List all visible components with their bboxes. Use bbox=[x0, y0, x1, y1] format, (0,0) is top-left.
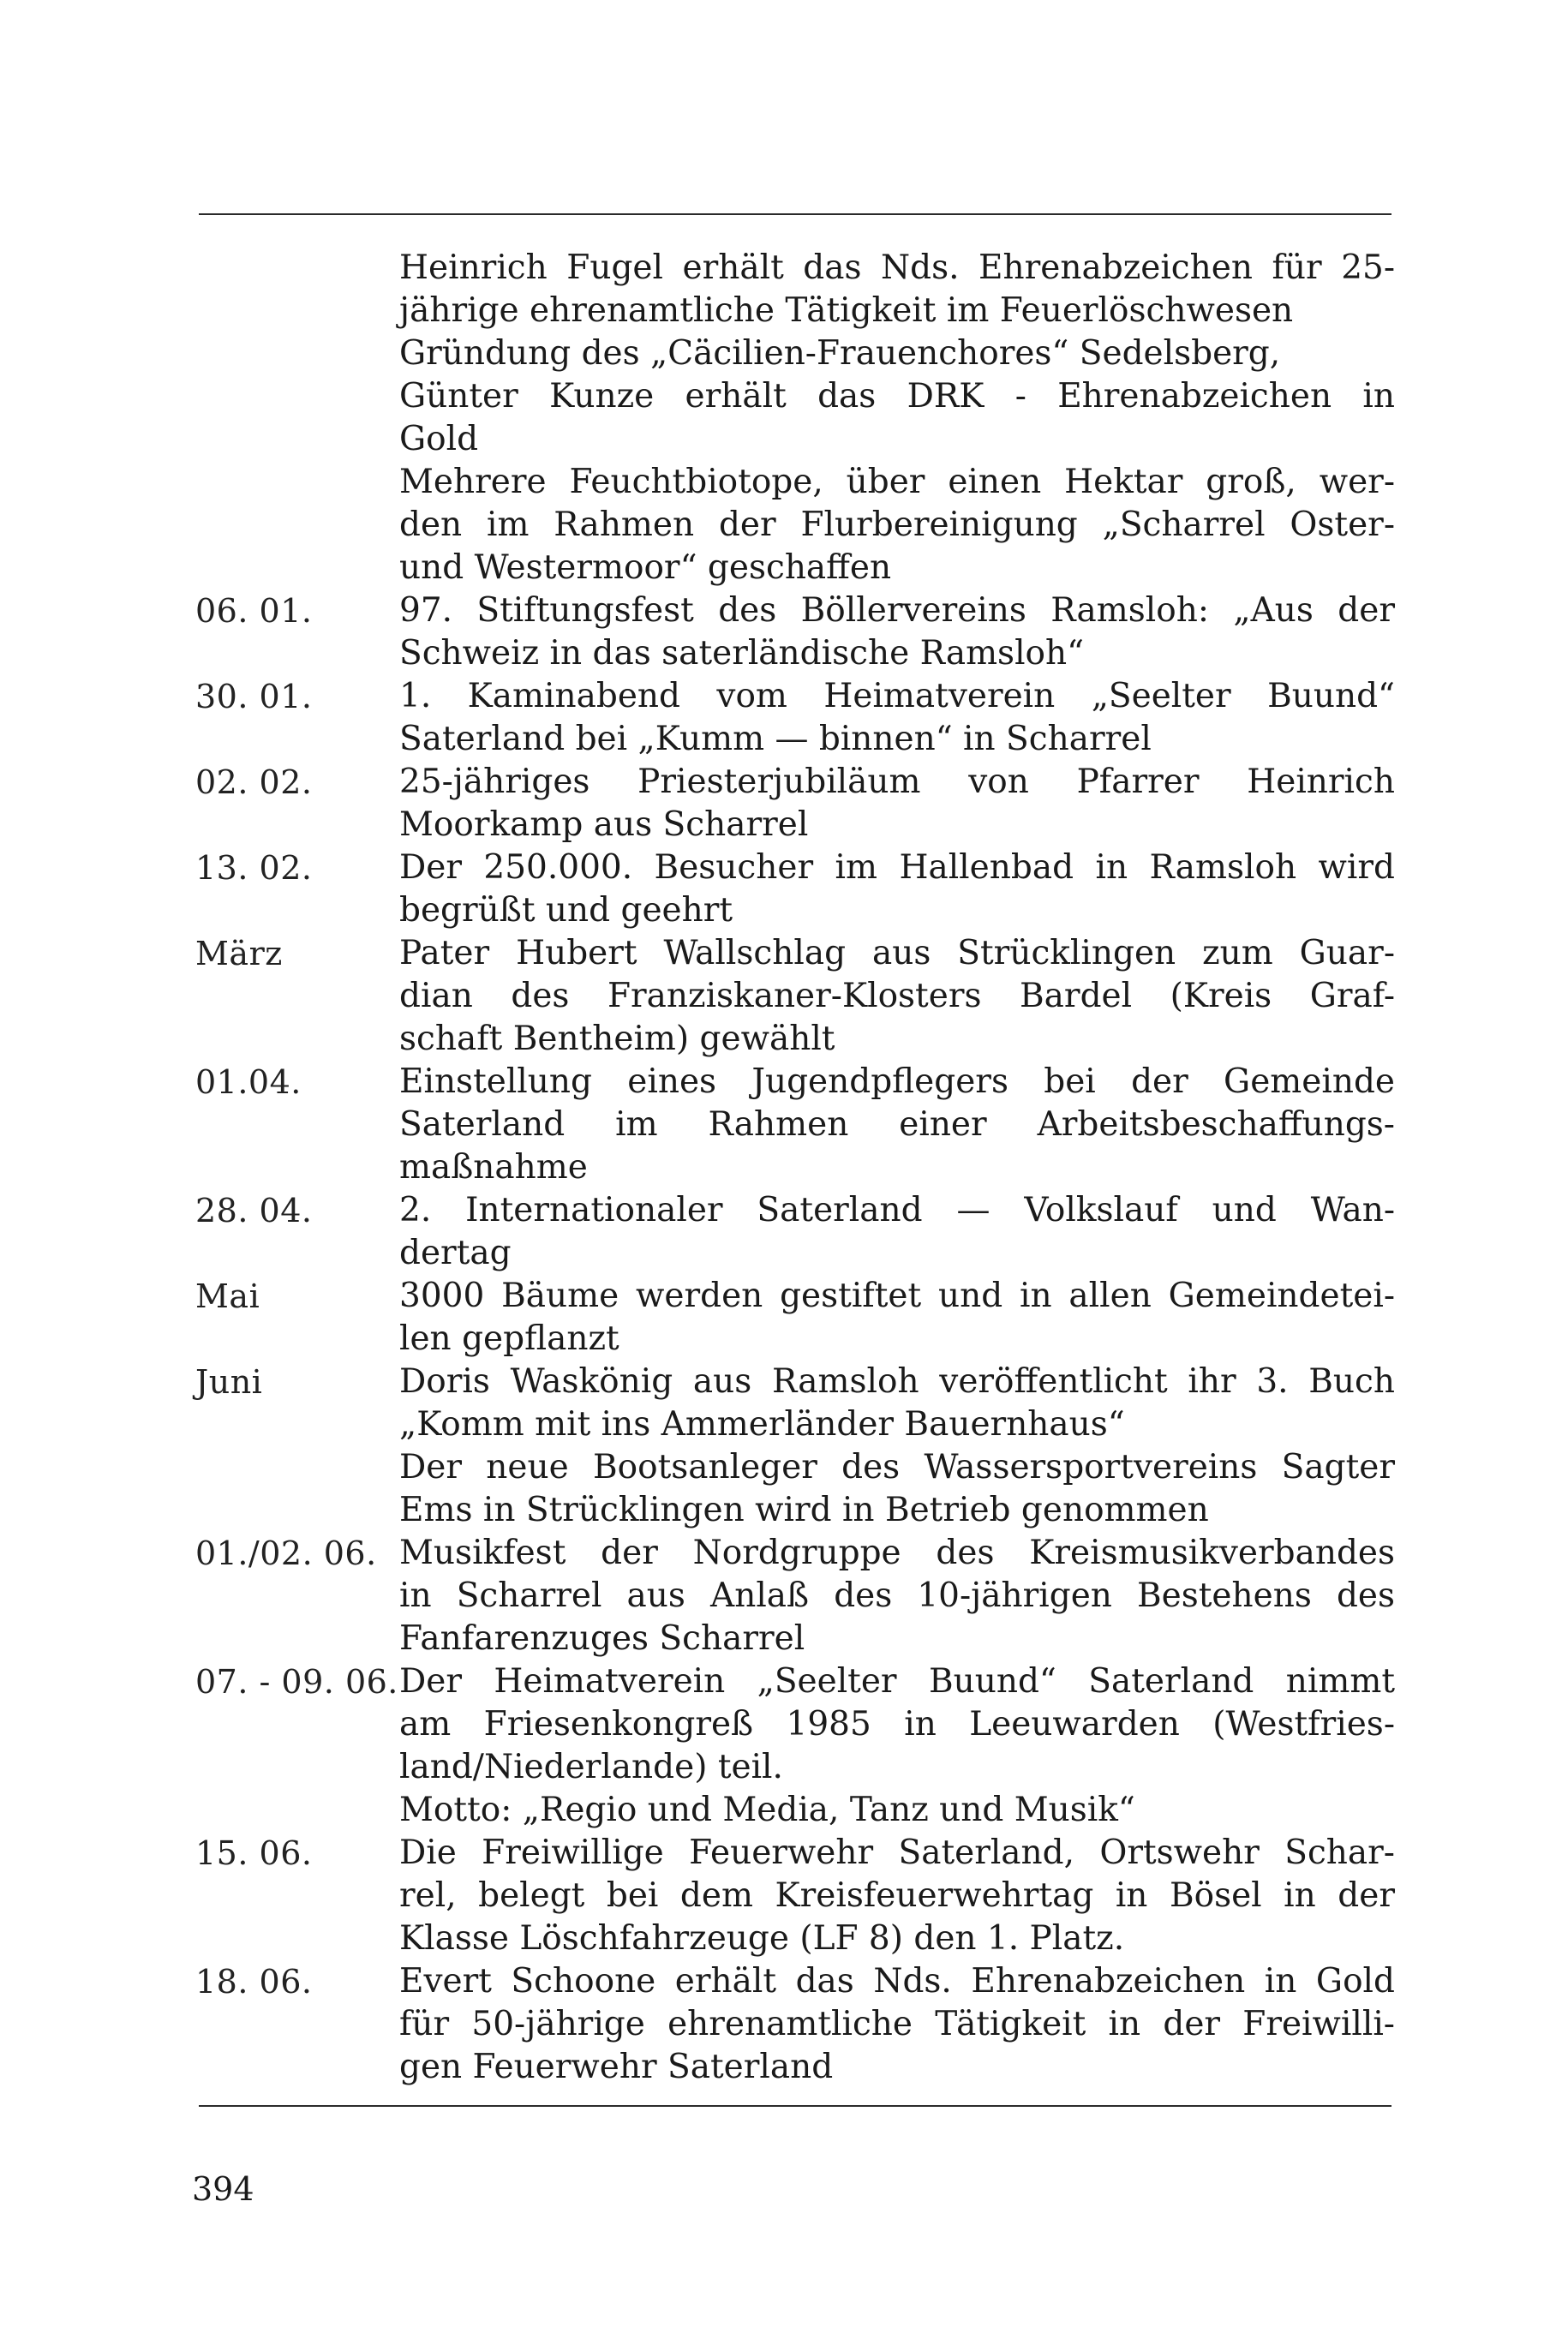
chronicle-entry bbox=[195, 1446, 1395, 1532]
entry-text-line: Saterland bei „Kumm — binnen“ in Scharrel bbox=[399, 720, 1152, 758]
entry-date: 01.04. bbox=[195, 1063, 302, 1101]
entry-text-line: Doris Waskönig aus Ramsloh veröffentlicht ihr 3. Buch bbox=[399, 1362, 1395, 1401]
entry-text-line: Saterland im Rahmen einer Arbeitsbeschaffungs- bbox=[399, 1105, 1395, 1144]
chronicle-entry bbox=[195, 589, 1395, 675]
chronicle-entry bbox=[195, 675, 1395, 761]
entry-text-line: Der Heimatverein „Seelter Buund“ Saterland nimmt bbox=[399, 1662, 1395, 1701]
entry-text-line: Einstellung eines Jugendpflegers bei der Gemeinde bbox=[399, 1062, 1395, 1101]
entry-date: Juni bbox=[195, 1363, 263, 1401]
entry-text-line: schaft Bentheim) gewählt bbox=[399, 1020, 835, 1058]
entry-text-line: Heinrich Fugel erhält das Nds. Ehrenabzeichen für 25- bbox=[399, 248, 1395, 287]
entry-text-line: 1. Kaminabend vom Heimatverein „Seelter Buund“ bbox=[399, 677, 1395, 715]
entry-date: 01./02. 06. bbox=[195, 1534, 377, 1572]
entry-date: 02. 02. bbox=[195, 763, 313, 801]
entry-text-line: Gold bbox=[399, 420, 479, 458]
chronicle-entry bbox=[195, 1660, 1395, 1789]
chronicle-entry bbox=[195, 1960, 1395, 2089]
entry-text-line: Die Freiwillige Feuerwehr Saterland, Ortswehr Schar- bbox=[399, 1833, 1395, 1872]
entry-text-line: am Friesenkongreß 1985 in Leeuwarden (Westfries- bbox=[399, 1705, 1395, 1744]
entry-text-line: gen Feuerwehr Saterland bbox=[399, 2048, 834, 2086]
entry-date: 18. 06. bbox=[195, 1963, 313, 2001]
entry-text-line: für 50-jährige ehrenamtliche Tätigkeit in der Freiwilli- bbox=[399, 2005, 1395, 2043]
top-rule bbox=[199, 213, 1391, 215]
entry-text-line: 25-jähriges Priesterjubiläum von Pfarrer Heinrich bbox=[399, 763, 1395, 801]
chronicle-entry bbox=[195, 932, 1395, 1061]
chronicle-entry bbox=[195, 761, 1395, 846]
entry-text-line: Ems in Strücklingen wird in Betrieb genommen bbox=[399, 1491, 1209, 1529]
entry-text-line: rel, belegt bei dem Kreisfeuerwehrtag in Bösel in der bbox=[399, 1876, 1395, 1915]
chronicle-entry bbox=[195, 1061, 1395, 1189]
chronicle-entry bbox=[195, 1361, 1395, 1446]
entry-text-line: len gepflanzt bbox=[399, 1319, 619, 1358]
entry-text-line: Klasse Löschfahrzeuge (LF 8) den 1. Platz. bbox=[399, 1919, 1125, 1958]
entry-text-line: Motto: „Regio und Media, Tanz und Musik“ bbox=[399, 1791, 1135, 1829]
entry-date: 30. 01. bbox=[195, 678, 313, 715]
entry-text-line: den im Rahmen der Flurbereinigung „Scharrel Oster- bbox=[399, 505, 1395, 544]
entry-text-line: land/Niederlande) teil. bbox=[399, 1748, 783, 1786]
entry-date: Mai bbox=[195, 1277, 260, 1315]
entry-text-line: 97. Stiftungsfest des Böllervereins Ramsloh: „Aus der bbox=[399, 591, 1395, 630]
entry-text-line: Evert Schoone erhält das Nds. Ehrenabzeichen in Gold bbox=[399, 1962, 1395, 2001]
entry-text-line: 2. Internationaler Saterland — Volkslauf und Wan- bbox=[399, 1191, 1395, 1229]
entry-text-line: Musikfest der Nordgruppe des Kreismusikverbandes bbox=[399, 1534, 1395, 1572]
chronicle-entry bbox=[195, 1789, 1395, 1832]
entry-text-line: in Scharrel aus Anlaß des 10-jährigen Bestehens des bbox=[399, 1576, 1395, 1615]
entry-date: 15. 06. bbox=[195, 1834, 313, 1872]
chronicle-entry bbox=[195, 461, 1395, 589]
entry-text-line: dian des Franziskaner-Klosters Bardel (Kreis Graf- bbox=[399, 977, 1395, 1015]
entry-text-line: „Komm mit ins Ammerländer Bauernhaus“ bbox=[399, 1405, 1125, 1444]
entry-text-line: Der 250.000. Besucher im Hallenbad in Ramsloh wird bbox=[399, 848, 1395, 887]
chronicle-entry bbox=[195, 1275, 1395, 1361]
entry-text-line: Fanfarenzuges Scharrel bbox=[399, 1619, 805, 1658]
chronicle-entry bbox=[195, 1832, 1395, 1960]
chronicle-entry bbox=[195, 247, 1395, 332]
entry-text-line: Gründung des „Cäcilien-Frauenchores“ Sedelsberg, bbox=[399, 334, 1281, 373]
chronicle-entry bbox=[195, 332, 1395, 375]
entry-text-line: begrüßt und geehrt bbox=[399, 891, 733, 930]
entry-text-line: und Westermoor“ geschaffen bbox=[399, 548, 892, 587]
chronicle-entry bbox=[195, 1189, 1395, 1275]
entry-text-line: 3000 Bäume werden gestiftet und in allen Gemeindetei- bbox=[399, 1277, 1395, 1315]
entry-text-line: jährige ehrenamtliche Tätigkeit im Feuerlöschwesen bbox=[399, 291, 1294, 330]
entry-text-line: dertag bbox=[399, 1234, 512, 1272]
entry-text-line: Günter Kunze erhält das DRK - Ehrenabzeichen in bbox=[399, 377, 1395, 416]
entry-text-line: Schweiz in das saterländische Ramsloh“ bbox=[399, 634, 1085, 673]
entry-text-line: maßnahme bbox=[399, 1148, 588, 1187]
entry-date: März bbox=[195, 935, 283, 972]
entry-text-line: Moorkamp aus Scharrel bbox=[399, 805, 809, 844]
entry-date: 13. 02. bbox=[195, 849, 313, 887]
entry-date: 28. 04. bbox=[195, 1192, 313, 1229]
entry-date: 06. 01. bbox=[195, 592, 313, 630]
page-number: 394 bbox=[192, 2170, 254, 2208]
entry-text-line: Pater Hubert Wallschlag aus Strücklingen zum Guar- bbox=[399, 934, 1395, 972]
entry-text-line: Der neue Bootsanleger des Wassersportvereins Sagter bbox=[399, 1448, 1395, 1487]
chronicle-entry bbox=[195, 375, 1395, 461]
chronicle-entries bbox=[195, 247, 1395, 2089]
entry-text-line: Mehrere Feuchtbiotope, über einen Hektar groß, wer- bbox=[399, 463, 1395, 501]
bottom-rule bbox=[199, 2105, 1391, 2107]
entry-date: 07. - 09. 06. bbox=[195, 1663, 398, 1701]
chronicle-entry bbox=[195, 1532, 1395, 1660]
chronicle-entry bbox=[195, 846, 1395, 932]
